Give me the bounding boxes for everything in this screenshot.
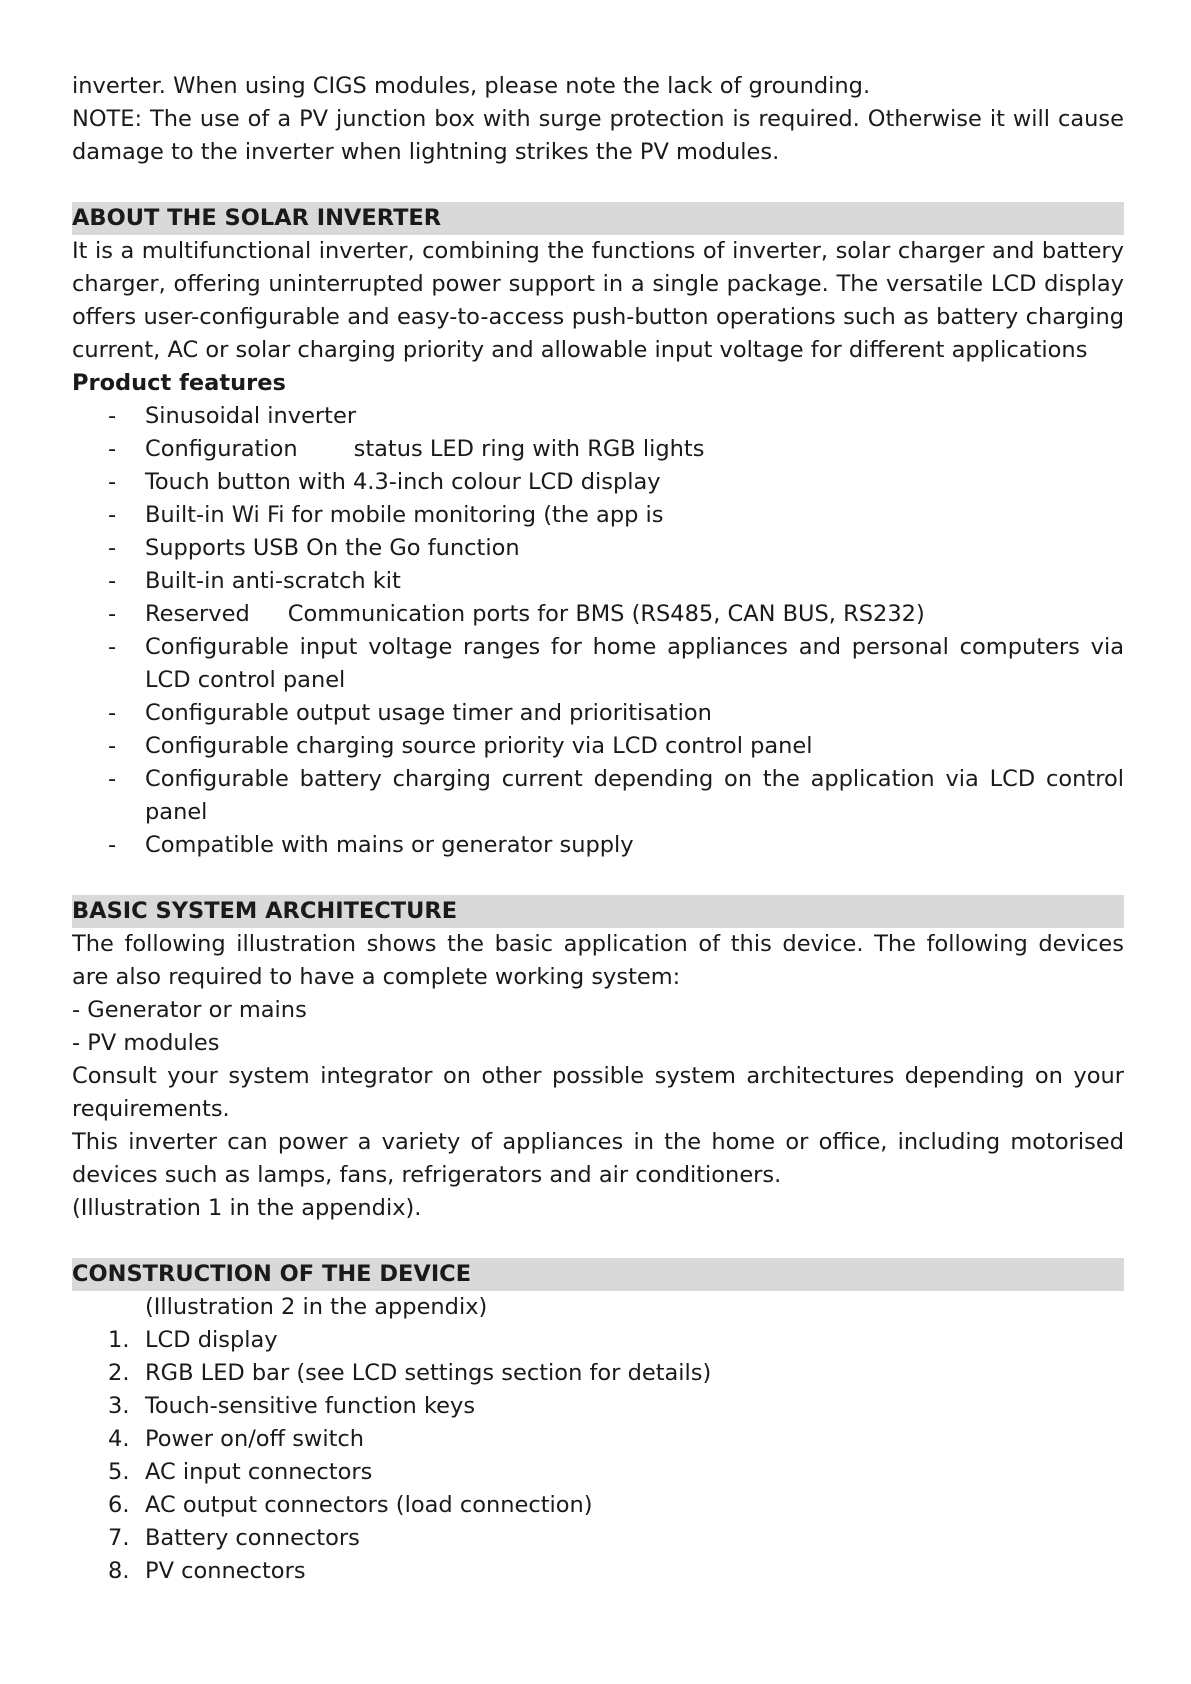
list-item-text <box>145 433 1124 466</box>
list-number: 1. <box>108 1327 130 1353</box>
list-item-text: Built-in Wi Fi for mobile monitoring (the app is <box>145 502 664 528</box>
requirement-line: - PV modules <box>72 1030 220 1056</box>
list-item-text-part: Communication ports for BMS (RS485, CAN BUS, RS232) <box>287 601 925 627</box>
bullet-marker: - <box>108 436 117 462</box>
list-item-text: PV connectors <box>145 1558 306 1584</box>
list-number: 6. <box>108 1492 130 1518</box>
list-item <box>72 1390 1124 1423</box>
list-item <box>72 1522 1124 1555</box>
list-item <box>72 697 1124 730</box>
requirement-line: - Generator or mains <box>72 997 307 1023</box>
list-item-text-part: Configuration <box>145 436 298 462</box>
list-number: 4. <box>108 1426 130 1452</box>
section-heading-architecture: BASIC SYSTEM ARCHITECTURE <box>72 895 1124 928</box>
list-number: 8. <box>108 1558 130 1584</box>
architecture-paragraph: This inverter can power a variety of appliances in the home or office, including motorised devices such as lamps, fans, refrigerators and air conditioners. <box>72 1129 1124 1188</box>
section-heading-construction: CONSTRUCTION OF THE DEVICE <box>72 1258 1124 1291</box>
list-item <box>72 730 1124 763</box>
list-item-text-part: status LED ring with RGB lights <box>353 436 705 462</box>
illustration-reference: (Illustration 2 in the appendix) <box>145 1294 488 1320</box>
list-item <box>72 598 1124 631</box>
list-item-text: Configurable output usage timer and prioritisation <box>145 700 712 726</box>
list-item-text: Power on/off switch <box>145 1426 365 1452</box>
note-paragraph: NOTE: The use of a PV junction box with surge protection is required. Otherwise it will cause damage to the inverter when lightning strikes the PV modules. <box>72 106 1124 165</box>
features-title: Product features <box>72 370 286 396</box>
bullet-marker: - <box>108 568 117 594</box>
list-item-text: Supports USB On the Go function <box>145 535 520 561</box>
bullet-marker: - <box>108 403 117 429</box>
bullet-marker: - <box>108 469 117 495</box>
list-item <box>72 433 1124 466</box>
list-item <box>72 565 1124 598</box>
list-item-text: Built-in anti-scratch kit <box>145 568 401 594</box>
list-item <box>72 400 1124 433</box>
list-item <box>72 829 1124 862</box>
list-item-text: Configurable battery charging current depending on the application via LCD control panel <box>145 766 1124 825</box>
list-item-text: Touch button with 4.3-inch colour LCD display <box>145 469 661 495</box>
list-number: 5. <box>108 1459 130 1485</box>
list-item-text: Configurable input voltage ranges for home appliances and personal computers via LCD control panel <box>145 634 1124 693</box>
list-item <box>72 1456 1124 1489</box>
intro-line: inverter. When using CIGS modules, please note the lack of grounding. <box>72 73 871 99</box>
list-item-text: Configurable charging source priority via LCD control panel <box>145 733 813 759</box>
illustration-reference: (Illustration 1 in the appendix). <box>72 1195 422 1221</box>
bullet-marker: - <box>108 634 117 660</box>
bullet-marker: - <box>108 766 117 792</box>
bullet-marker: - <box>108 733 117 759</box>
list-number: 2. <box>108 1360 130 1386</box>
features-list <box>72 400 1124 862</box>
list-item-text: RGB LED bar (see LCD settings section for details) <box>145 1360 712 1386</box>
about-paragraph: It is a multifunctional inverter, combining the functions of inverter, solar charger and battery charger, offering uninterrupted power support in a single package. The versatile LCD display offers user-configurable and easy-to-access push-button operations such as battery charging current, AC or solar charging priority and allowable input voltage for different applications <box>72 238 1124 363</box>
bullet-marker: - <box>108 535 117 561</box>
list-item-text <box>145 598 1124 631</box>
section-heading-about: ABOUT THE SOLAR INVERTER <box>72 202 1124 235</box>
bullet-marker: - <box>108 832 117 858</box>
architecture-paragraph: The following illustration shows the basic application of this device. The following devices are also required to have a complete working system: <box>72 931 1124 990</box>
list-item-text: Touch-sensitive function keys <box>145 1393 476 1419</box>
list-number: 3. <box>108 1393 130 1419</box>
list-item-text: LCD display <box>145 1327 278 1353</box>
list-item-text: AC output connectors (load connection) <box>145 1492 593 1518</box>
list-item-text: Sinusoidal inverter <box>145 403 357 429</box>
spacer <box>72 1225 1124 1258</box>
bullet-marker: - <box>108 700 117 726</box>
list-number: 7. <box>108 1525 130 1551</box>
architecture-paragraph: Consult your system integrator on other possible system architectures depending on your requirements. <box>72 1063 1124 1122</box>
bullet-marker: - <box>108 601 117 627</box>
list-item <box>72 1555 1124 1588</box>
list-item <box>72 466 1124 499</box>
spacer <box>72 169 1124 202</box>
list-item-text: Battery connectors <box>145 1525 360 1551</box>
list-item <box>72 1423 1124 1456</box>
list-item-text: AC input connectors <box>145 1459 373 1485</box>
list-item <box>72 631 1124 697</box>
list-item <box>72 1324 1124 1357</box>
list-item-text-part: Reserved <box>145 601 250 627</box>
list-item <box>72 1489 1124 1522</box>
construction-list <box>72 1324 1124 1588</box>
list-item <box>72 1357 1124 1390</box>
document-page <box>72 70 1124 1588</box>
list-item-text: Compatible with mains or generator supply <box>145 832 634 858</box>
list-item <box>72 499 1124 532</box>
list-item <box>72 763 1124 829</box>
spacer <box>72 862 1124 895</box>
list-item <box>72 532 1124 565</box>
bullet-marker: - <box>108 502 117 528</box>
